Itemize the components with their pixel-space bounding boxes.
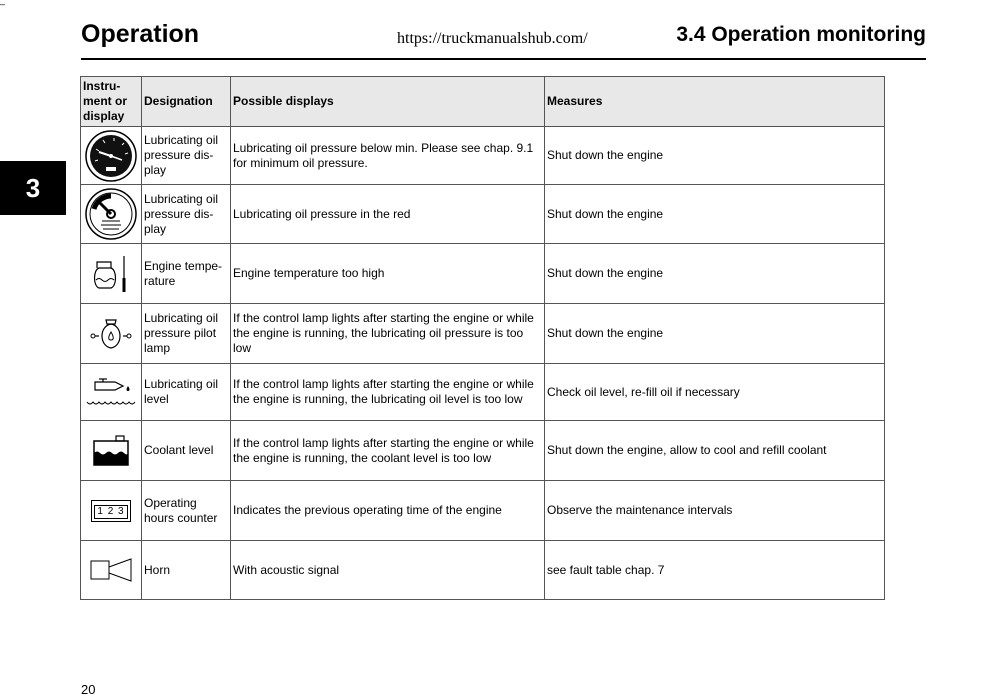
col-header-designation: Designation: [142, 77, 231, 127]
designation-cell: Coolant level: [142, 421, 231, 481]
display-cell: If the control lamp lights after starting the engine or while the engine is running, the lubricating oil pressure is too low: [231, 304, 545, 364]
coolant-level-icon: [89, 433, 133, 469]
section-title: 3.4 Operation monitoring: [676, 23, 926, 46]
display-cell: Indicates the previous operating time of the engine: [231, 481, 545, 541]
designation-cell: Operating hours counter: [142, 481, 231, 541]
measure-cell: Observe the maintenance intervals: [545, 481, 885, 541]
display-cell: Engine temperature too high: [231, 244, 545, 304]
measure-cell: Shut down the engine: [545, 244, 885, 304]
designation-cell: Lubricating oil pressure dis-play: [142, 185, 231, 244]
chapter-tab: 3: [0, 161, 66, 215]
instrument-cell: [81, 481, 142, 541]
table-row: [81, 541, 885, 600]
hours-counter-icon: [91, 500, 130, 522]
hours-counter-digits: 1 2 3: [94, 505, 127, 519]
corner-mark: –: [0, 0, 6, 9]
table-row: [81, 244, 885, 304]
table-row: [81, 421, 885, 481]
operation-monitoring-table: [80, 76, 885, 600]
instrument-cell: [81, 185, 142, 244]
col-header-measures: Measures: [545, 77, 885, 127]
display-cell: If the control lamp lights after starting the engine or while the engine is running, the coolant level is too low: [231, 421, 545, 481]
display-cell: Lubricating oil pressure in the red: [231, 185, 545, 244]
measure-cell: Shut down the engine: [545, 304, 885, 364]
measure-cell: Check oil level, re-fill oil if necessary: [545, 364, 885, 421]
designation-cell: Lubricating oil pressure dis-play: [142, 127, 231, 185]
table-header-row: [81, 77, 885, 127]
table-row: [81, 127, 885, 185]
horn-icon: [87, 555, 135, 585]
designation-cell: Lubricating oil pressure pilot lamp: [142, 304, 231, 364]
table-row: [81, 364, 885, 421]
page-header-title: Operation: [81, 20, 200, 48]
measure-cell: see fault table chap. 7: [545, 541, 885, 600]
page-number: 20: [81, 682, 96, 697]
header-rule: [81, 58, 926, 60]
display-cell: Lubricating oil pressure below min. Please see chap. 9.1 for minimum oil pressure.: [231, 127, 545, 185]
oil-pressure-gauge-red-icon: [84, 187, 138, 241]
display-cell: If the control lamp lights after starting the engine or while the engine is running, the lubricating oil level is too low: [231, 364, 545, 421]
col-header-displays: Possible displays: [231, 77, 545, 127]
instrument-cell: [81, 127, 142, 185]
designation-cell: Horn: [142, 541, 231, 600]
engine-temperature-icon: [89, 252, 133, 296]
instrument-cell: [81, 364, 142, 421]
table-row: [81, 185, 885, 244]
instrument-cell: [81, 244, 142, 304]
oil-pressure-gauge-icon: [84, 129, 138, 183]
oil-level-icon: [85, 372, 137, 412]
measure-cell: Shut down the engine: [545, 127, 885, 185]
col-header-instrument: Instru- ment or display: [81, 77, 142, 127]
instrument-cell: [81, 541, 142, 600]
measure-cell: Shut down the engine, allow to cool and refill coolant: [545, 421, 885, 481]
measure-cell: Shut down the engine: [545, 185, 885, 244]
header-url: https://truckmanualshub.com/: [397, 30, 588, 47]
table-row: [81, 481, 885, 541]
oil-pressure-lamp-icon: [89, 312, 133, 356]
designation-cell: Engine tempe-rature: [142, 244, 231, 304]
instrument-cell: [81, 304, 142, 364]
designation-cell: Lubricating oil level: [142, 364, 231, 421]
instrument-cell: [81, 421, 142, 481]
table-row: [81, 304, 885, 364]
display-cell: With acoustic signal: [231, 541, 545, 600]
